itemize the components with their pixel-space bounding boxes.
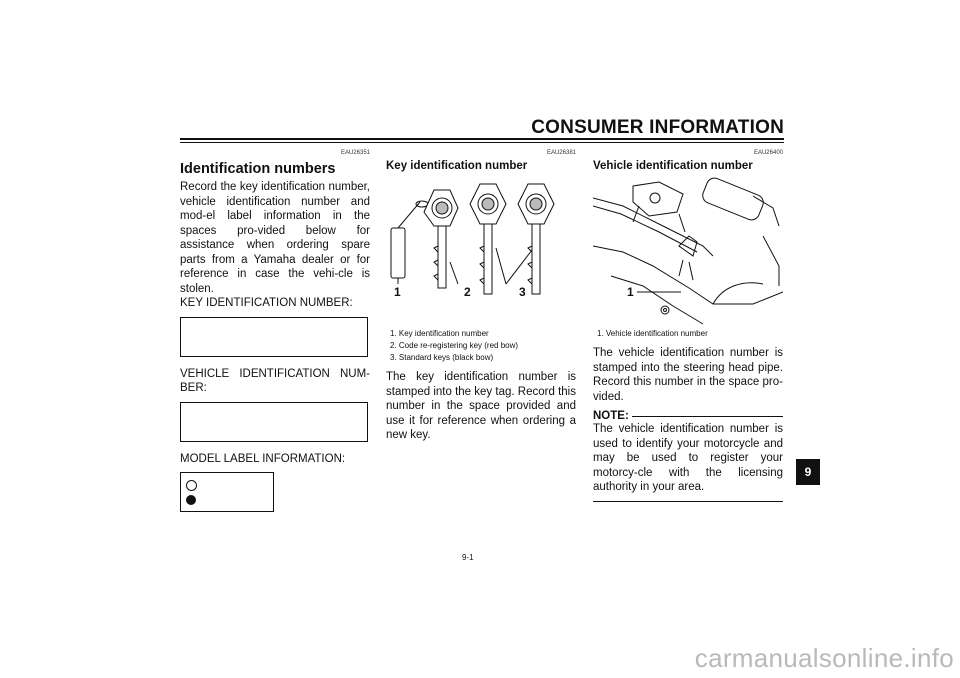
watermark: carmanualsonline.info	[694, 643, 954, 673]
open-circle-icon	[186, 480, 197, 491]
caption-item: 2. Code re-registering key (red bow)	[390, 341, 519, 350]
note-end-rule	[593, 501, 783, 502]
middle-column	[386, 150, 576, 443]
section-code: EAU26381	[546, 150, 576, 156]
vehicle-id-label: VEHICLE IDENTIFICATION NUM-BER:	[180, 367, 370, 394]
note-header	[593, 410, 783, 422]
right-column	[593, 150, 783, 502]
keys-illustration	[386, 176, 576, 326]
key-id-entry-box	[180, 317, 368, 357]
caption-item: 3. Standard keys (black bow)	[390, 353, 494, 362]
left-column	[180, 150, 370, 518]
figure-caption: 1. Vehicle identification number	[597, 329, 708, 338]
callout-1: 1	[394, 285, 401, 299]
keys-figure	[386, 176, 576, 326]
section-heading: Vehicle identification number	[593, 160, 753, 172]
steering-head-illustration	[593, 176, 783, 326]
standard-key-icon	[518, 184, 554, 294]
vehicle-id-entry-box	[180, 402, 368, 442]
section-code: EAU26351	[340, 150, 370, 156]
chapter-tab: 9	[796, 459, 820, 485]
caption-item: 1. Key identification number	[390, 329, 489, 338]
key-paragraph: The key identification number is stamped into the key tag. Record this number in the space provided and use it for reference when ordering a new key.	[386, 371, 576, 441]
section-heading: Key identification number	[386, 160, 528, 172]
key-tag-icon	[391, 201, 428, 278]
header-rule	[180, 138, 784, 140]
model-label-box	[180, 472, 274, 512]
vin-paragraph: The vehicle identification number is stamped into the steering head pipe. Record this number in the space pro-vided.	[593, 347, 783, 403]
page-header-title: CONSUMER INFORMATION	[531, 117, 784, 138]
page-number: 9-1	[462, 553, 474, 562]
figure-captions	[390, 328, 576, 364]
intro-paragraph: Record the key identification number, vehicle identification number and mod-el label information in the spaces pro-vided below for assistance when ordering spare parts from a Yamaha dealer or for reference in case the vehi-cle is stolen.	[180, 181, 370, 295]
note-rule	[632, 416, 783, 417]
model-label-heading: MODEL LABEL INFORMATION:	[180, 452, 346, 465]
standard-key-icon	[470, 184, 506, 294]
steering-head-figure	[593, 176, 783, 326]
callout-1: 1	[627, 285, 634, 299]
section-heading: Identification numbers	[180, 161, 336, 177]
note-label: NOTE:	[593, 410, 629, 422]
code-key-icon	[424, 190, 458, 288]
key-id-label: KEY IDENTIFICATION NUMBER:	[180, 297, 353, 309]
section-code: EAU26400	[753, 150, 783, 156]
callout-3: 3	[519, 285, 526, 299]
callout-2: 2	[464, 285, 471, 299]
header-rule-thin	[180, 142, 784, 143]
note-paragraph: The vehicle identification number is used to identify your motorcycle and may be used to register your motorcy-cle with the licensing authority in your area.	[593, 423, 783, 493]
filled-circle-icon	[186, 495, 196, 505]
